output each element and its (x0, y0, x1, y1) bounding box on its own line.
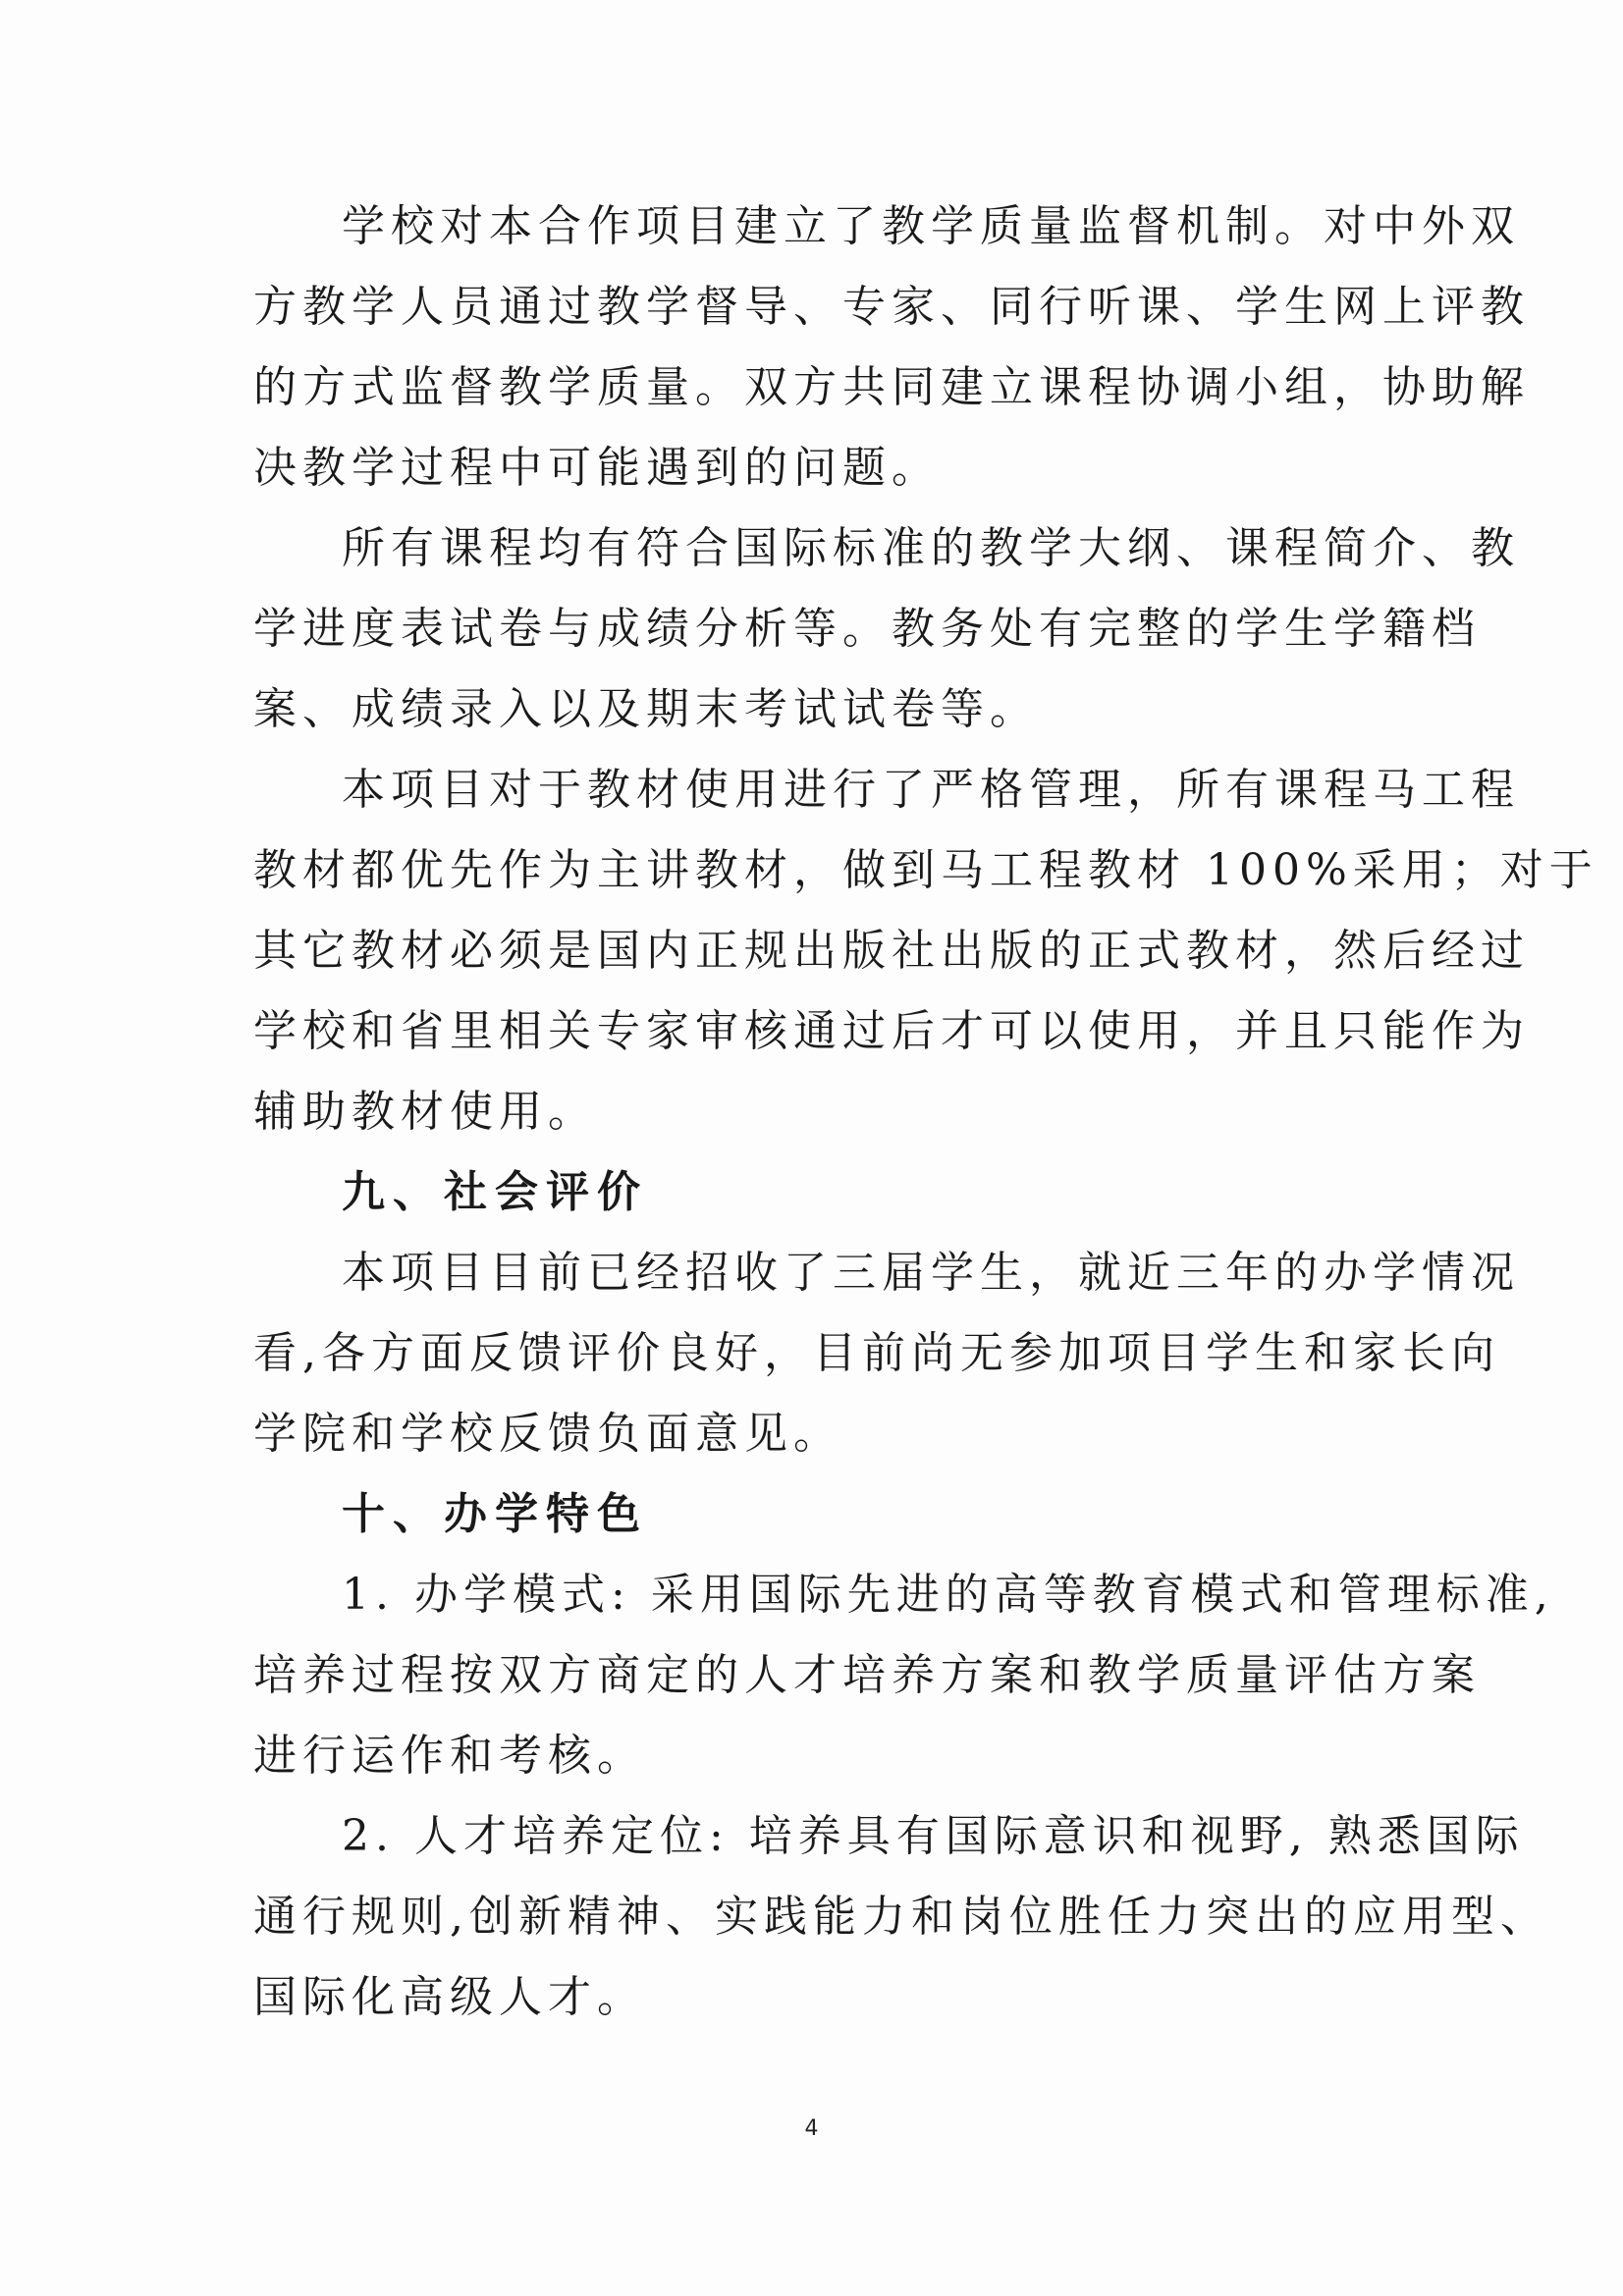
paragraph-line: 的方式监督教学质量。双方共同建立课程协调小组，协助解 (253, 362, 1530, 412)
paragraph-line: 通行规则,创新精神、实践能力和岗位胜任力突出的应用型、 (253, 1892, 1549, 1942)
paragraph-line: 学院和学校反馈负面意见。 (253, 1409, 842, 1459)
paragraph-line: 所有课程均有符合国际标准的教学大纲、课程简介、教 (342, 523, 1520, 573)
paragraph-line: 1. 办学模式: 采用国际先进的高等教育模式和管理标准, (342, 1570, 1554, 1620)
section-heading-social-evaluation: 九、社会评价 (342, 1167, 648, 1217)
section-heading-features: 十、办学特色 (342, 1489, 648, 1539)
paragraph-line: 进行运作和考核。 (253, 1731, 646, 1781)
paragraph-line: 学校对本合作项目建立了教学质量监督机制。对中外双 (342, 201, 1520, 251)
paragraph-line: 看,各方面反馈评价良好，目前尚无参加项目学生和家长向 (253, 1328, 1500, 1378)
paragraph-line: 辅助教材使用。 (253, 1087, 597, 1137)
paragraph-line: 教材都优先作为主讲教材，做到马工程教材 100%采用；对于 (253, 845, 1598, 895)
paragraph-line: 本项目目前已经招收了三届学生，就近三年的办学情况 (342, 1248, 1520, 1298)
page-number: 4 (804, 2116, 819, 2141)
paragraph-line: 其它教材必须是国内正规出版社出版的正式教材，然后经过 (253, 926, 1530, 976)
paragraph-line: 培养过程按双方商定的人才培养方案和教学质量评估方案 (253, 1650, 1481, 1700)
paragraph-line: 学校和省里相关专家审核通过后才可以使用，并且只能作为 (253, 1006, 1530, 1056)
page-body (253, 187, 1598, 2038)
paragraph-line: 案、成绩录入以及期末考试试卷等。 (253, 684, 1039, 734)
paragraph-line: 本项目对于教材使用进行了严格管理，所有课程马工程 (342, 765, 1520, 815)
paragraph-line: 2. 人才培养定位: 培养具有国际意识和视野, 熟悉国际 (342, 1811, 1525, 1861)
paragraph-line: 决教学过程中可能遇到的问题。 (253, 443, 941, 493)
paragraph-line: 学进度表试卷与成绩分析等。教务处有完整的学生学籍档 (253, 604, 1481, 654)
paragraph-line: 国际化高级人才。 (253, 1972, 646, 2022)
paragraph-line: 方教学人员通过教学督导、专家、同行听课、学生网上评教 (253, 282, 1530, 332)
